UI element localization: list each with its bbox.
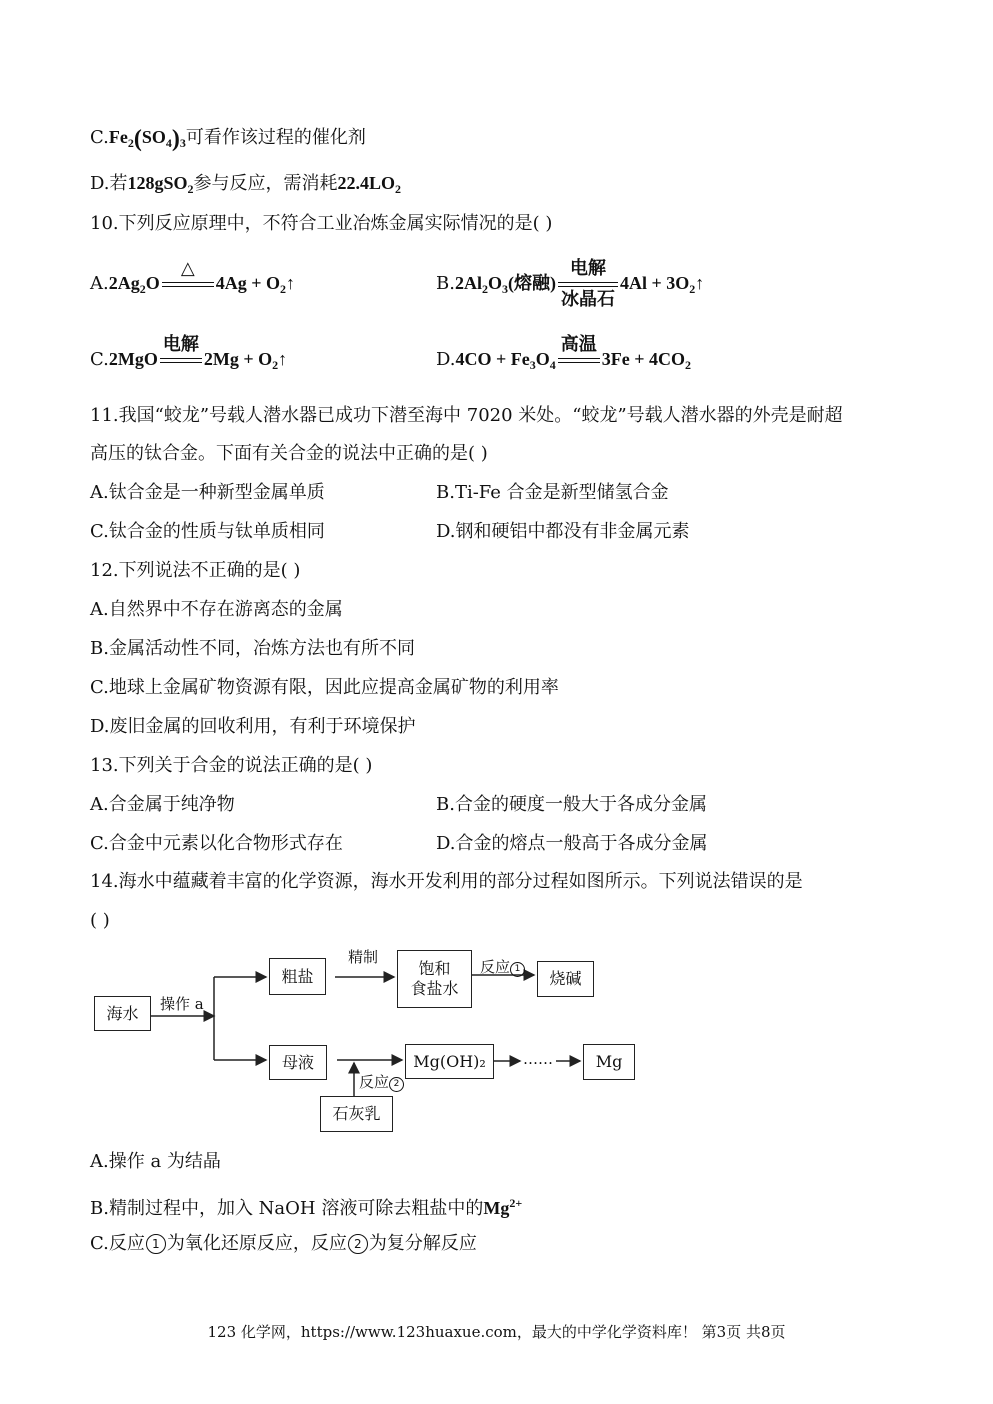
label-reaction-1: 反应 1	[480, 956, 525, 977]
box-caustic-soda: 烧碱	[537, 961, 594, 997]
box-saturated-brine	[397, 950, 472, 1008]
q11-stem-line2: 高压的钛合金。下面有关合金的说法中正确的是( )	[90, 443, 488, 464]
box-crude-salt: 粗盐	[269, 958, 326, 995]
box-mother-liquor: 母液	[269, 1045, 327, 1080]
label-dots: ……	[523, 1050, 553, 1068]
q13-option-c: C.合金中元素以化合物形式存在	[90, 833, 343, 854]
equals-condition: 电解 冰晶石	[558, 282, 618, 287]
brine-line2: 食盐水	[410, 979, 459, 998]
circled-2: 2	[348, 1234, 368, 1254]
q14-option-c: C.反应 1 为氧化还原反应，反应 2 为复分解反应	[90, 1233, 477, 1254]
q13-option-b: B.合金的硬度一般大于各成分金属	[436, 794, 707, 815]
equals-condition: 高温	[558, 358, 600, 363]
label-refine: 精制	[348, 948, 379, 966]
q13-option-a: A.合金属于纯净物	[90, 794, 235, 815]
q14-stem-line2: ( )	[90, 910, 110, 931]
q10-option-b: $B.2Al_2O_3$(熔融) 电解 冰晶石 $4Al + 3O_2↑$	[436, 257, 705, 310]
q12-stem: 12.下列说法不正确的是( )	[90, 560, 301, 581]
q12-option-a: A.自然界中不存在游离态的金属	[90, 599, 343, 620]
q11-option-a: A.钛合金是一种新型金属单质	[90, 482, 325, 503]
box-mg: Mg	[583, 1044, 635, 1080]
label-reaction-2: 反应 2	[359, 1071, 404, 1092]
q11-option-b: B.Ti-Fe 合金是新型储氢合金	[436, 482, 669, 503]
box-lime-milk: 石灰乳	[320, 1096, 393, 1132]
equals-condition: 电解	[160, 358, 202, 363]
equals-condition: △	[162, 282, 214, 287]
q11-option-d: D.钢和硬铝中都没有非金属元素	[436, 521, 690, 542]
q12-option-b: B.金属活动性不同，冶炼方法也有所不同	[90, 638, 415, 659]
circled-1: 1	[146, 1234, 166, 1254]
q14-option-a: A.操作 a 为结晶	[90, 1151, 221, 1172]
box-mg-oh-2: Mg(OH)₂	[405, 1044, 494, 1079]
box-seawater: 海水	[94, 996, 151, 1031]
page-footer: 123 化学网，https://www.123huaxue.com，最大的中学化学资料库！ 第3页 共8页	[207, 1323, 786, 1341]
q11-stem-line1: 11.我国“蛟龙”号载人潜水器已成功下潜至海中 7020 米处。“蛟龙”号载人潜水器的外壳是耐超	[90, 405, 843, 426]
q13-stem: 13.下列关于合金的说法正确的是( )	[90, 755, 373, 776]
q9-option-c: $C.Fe_2(SO_4)_3$可看作该过程的催化剂	[90, 126, 366, 152]
q12-option-c: C.地球上金属矿物资源有限，因此应提高金属矿物的利用率	[90, 677, 559, 698]
q10-option-d: $D.4CO + Fe_3O_4$ 高温 $3Fe + 4CO_2$	[436, 333, 692, 372]
label-op-a: 操作 a	[160, 995, 204, 1013]
q11-option-c: C.钛合金的性质与钛单质相同	[90, 521, 325, 542]
q10-option-a: $A.2Ag_2O$ △ $4Ag + O_2↑$	[90, 257, 296, 296]
q14-option-b: B.精制过程中，加入 NaOH 溶液可除去粗盐中的$Mg^{2+}$	[90, 1196, 523, 1219]
q10-stem: 10.下列反应原理中，不符合工业冶炼金属实际情况的是( )	[90, 213, 553, 234]
brine-line1: 饱和	[418, 959, 451, 978]
q14-stem-line1: 14.海水中蕴藏着丰富的化学资源，海水开发利用的部分过程如图所示。下列说法错误的是	[90, 871, 803, 892]
q10-option-c: C.2MgO 电解 $2Mg + O_2↑$	[90, 333, 288, 372]
q13-option-d: D.合金的熔点一般高于各成分金属	[436, 833, 708, 854]
q9-option-d: D.若128gSO$_2$参与反应，需消耗$22.4LO_2$	[90, 173, 402, 196]
q12-option-d: D.废旧金属的回收利用，有利于环境保护	[90, 716, 416, 737]
